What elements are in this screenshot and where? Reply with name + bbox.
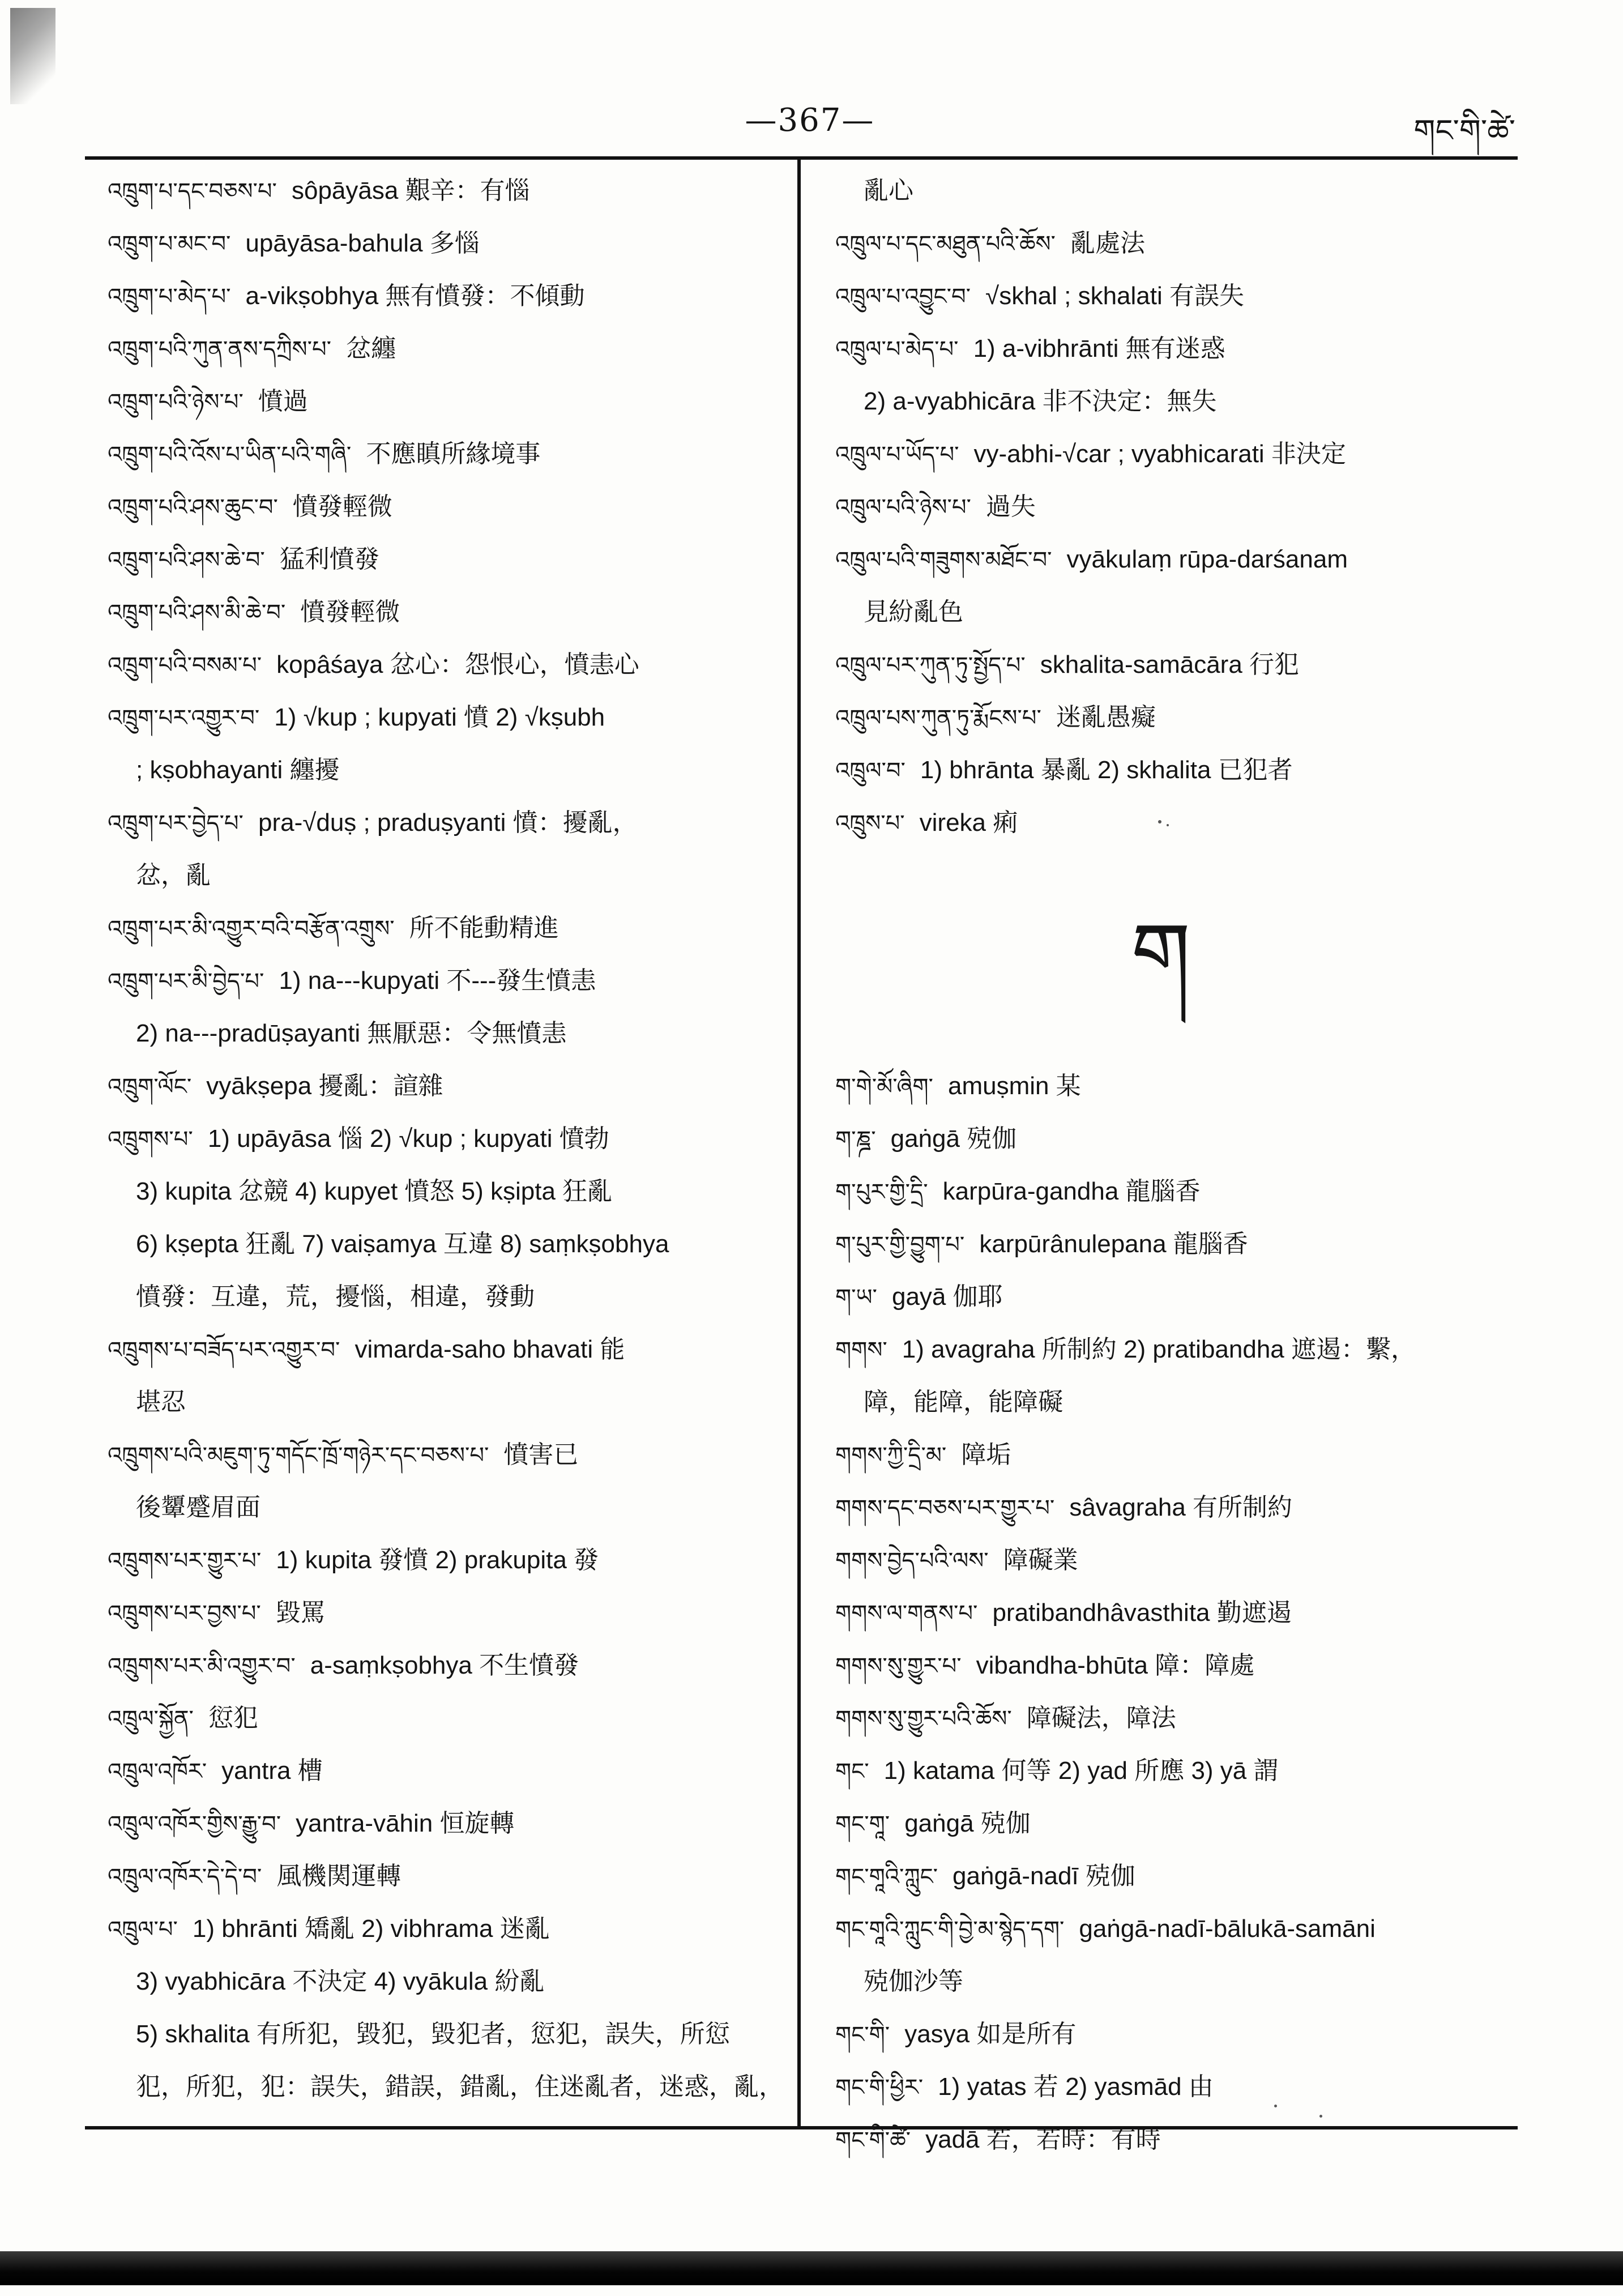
entry-gloss: 愆犯 <box>208 1704 258 1732</box>
tibetan-headword: འཁྲུག་ལོང་ <box>108 1074 192 1100</box>
entry-gloss: vyākulaṃ rūpa-darśanam <box>1066 545 1348 573</box>
entry-gloss: sâvagraha 有所制約 <box>1069 1493 1293 1521</box>
entry-gloss: 犯，所犯，犯：誤失，錯誤，錯亂，住迷亂者，迷惑，亂， <box>136 2073 784 2101</box>
entry-gloss: 障礙法，障法 <box>1026 1704 1176 1732</box>
entry-gloss: kopâśaya 忿心：怨恨心，憤恚心 <box>276 651 639 678</box>
tibetan-headword: འཁྲུག་པ་མང་བ་ <box>108 231 231 257</box>
tibetan-headword: འཁྲུགས་པ་བཟོད་པར་འགྱུར་བ་ <box>108 1337 340 1363</box>
tibetan-headword: གང་གཱའི་ཀླུང་ <box>835 1864 938 1890</box>
tibetan-headword: གང་གི་ཕྱིར་ <box>835 2075 924 2101</box>
tibetan-headword: འཁྲུལ་བ་ <box>835 758 906 784</box>
scan-speck <box>1274 2105 1277 2107</box>
entry-gloss: 憤發：互違，荒，擾惱，相違，發動 <box>136 1283 535 1311</box>
dictionary-entry <box>108 1850 781 1902</box>
tibetan-headword: གང་གཱ་ <box>835 1811 890 1837</box>
entry-gloss: 1) kupita 發憤 2) prakupita 發 <box>276 1546 599 1574</box>
entry-gloss: 1) yatas 若 2) yasmād 由 <box>938 2073 1214 2101</box>
right-column-top <box>835 164 1521 849</box>
dictionary-entry <box>835 1060 1521 1112</box>
entry-continuation-line <box>108 744 781 796</box>
entry-gloss: 堪忍 <box>136 1388 186 1416</box>
tibetan-headword: ག་པུར་གྱི་བྱུག་པ་ <box>835 1232 965 1258</box>
entry-gloss: 亂心 <box>864 177 913 204</box>
entry-gloss: 1) katama 何等 2) yad 所應 3) yā 謂 <box>883 1757 1279 1785</box>
entry-gloss: yantra-vāhin 恒旋轉 <box>296 1810 515 1837</box>
dictionary-entry <box>835 1112 1521 1165</box>
tibetan-headword: འཁྲུག་པའི་ཤས་མི་ཆེ་བ་ <box>108 600 286 626</box>
entry-continuation-line <box>835 164 1521 217</box>
right-column <box>835 164 1521 2166</box>
dictionary-entry <box>108 1902 781 1955</box>
dictionary-entry <box>108 375 781 428</box>
entry-gloss: 憤過 <box>258 387 308 415</box>
tibetan-headword: འཁྲུག་པའི་འོས་པ་ཡིན་པའི་གཞི་ <box>108 442 352 468</box>
dictionary-entry <box>835 1850 1521 1902</box>
entry-gloss: 1) na---kupyati 不---發生憤恚 <box>279 967 596 995</box>
entry-gloss: 2) a-vyabhicāra 非不決定：無失 <box>864 387 1217 415</box>
tibetan-headword: གང་ <box>835 1759 869 1785</box>
dictionary-entry <box>835 2060 1521 2113</box>
entry-gloss: gayā 伽耶 <box>891 1283 1003 1311</box>
dictionary-entry <box>108 796 781 849</box>
entry-gloss: yadā 若，若時：有時 <box>925 2126 1161 2153</box>
entry-continuation-line <box>108 1165 781 1218</box>
dictionary-entry <box>835 744 1521 796</box>
tibetan-headword: ག་ཡ་ <box>835 1284 877 1311</box>
tibetan-headword: འཁྲུག་པ་དང་བཅས་པ་ <box>108 178 277 204</box>
entry-gloss: yantra 槽 <box>221 1757 323 1785</box>
dictionary-entry <box>108 1586 781 1639</box>
page-number: —367— <box>745 102 875 139</box>
dictionary-entry <box>108 270 781 322</box>
dictionary-entry <box>108 586 781 638</box>
dictionary-entry <box>108 691 781 744</box>
dictionary-entry <box>835 691 1521 744</box>
column-divider <box>797 160 801 2126</box>
right-column-bottom <box>835 1060 1521 2166</box>
entry-gloss: 憤害已 <box>503 1441 579 1469</box>
entry-continuation-line <box>108 2060 784 2113</box>
entry-gloss: upāyāsa-bahula 多惱 <box>245 229 480 257</box>
tibetan-headword: འཁྲུལ་འཁོར་ <box>108 1759 207 1785</box>
scan-speck <box>1158 820 1161 823</box>
tibetan-headword: གགས་ལ་གནས་པ་ <box>835 1601 978 1627</box>
tibetan-headword: ག་པུར་གྱི་དྲི་ <box>835 1179 928 1205</box>
entry-gloss: 不應瞋所緣境事 <box>366 440 541 468</box>
dictionary-entry <box>108 902 781 954</box>
tibetan-headword: འཁྲུགས་པར་བྱས་པ་ <box>108 1601 261 1627</box>
tibetan-headword: འཁྲུལ་འཁོར་གྱིས་རྒྱུ་བ་ <box>108 1811 281 1837</box>
tibetan-headword: འཁྲུལ་པ་འབྱུང་བ་ <box>835 284 971 310</box>
entry-gloss: 忿，亂 <box>136 861 211 889</box>
entry-gloss: 迷亂愚癡 <box>1056 703 1156 731</box>
tibetan-headword: གགས་སུ་གྱུར་པ་ <box>835 1653 962 1679</box>
tibetan-headword: འཁྲུག་པར་མི་འགྱུར་བའི་བརྩོན་འགྲུས་ <box>108 916 395 942</box>
tibetan-headword: འཁྲུག་པའི་བསམ་པ་ <box>108 652 262 678</box>
entry-gloss: ; kṣobhayanti 纏擾 <box>136 756 340 784</box>
dictionary-entry <box>835 270 1521 322</box>
tibetan-headword: འཁྲུལ་པའི་གཟུགས་མཐོང་བ་ <box>835 547 1052 573</box>
dictionary-entry <box>108 322 781 375</box>
entry-gloss: 3) kupita 忿競 4) kupyet 憤怒 5) kṣipta 狂亂 <box>136 1177 613 1205</box>
entry-gloss: pratibandhâvasthita 勤遮遏 <box>992 1599 1292 1627</box>
tibetan-headword: ག་ཎྜ་ <box>835 1126 876 1153</box>
tibetan-headword: འཁྲུག་པའི་ཤས་ཆུང་བ་ <box>108 494 278 520</box>
dictionary-entry <box>108 638 781 691</box>
entry-gloss: 忿纏 <box>346 335 396 362</box>
dictionary-entry <box>108 1428 781 1481</box>
dictionary-entry <box>835 2008 1521 2060</box>
tibetan-headword: འཁྲུགས་པའི་མཇུག་ཏུ་གདོང་ཁྲོ་གཉེར་དང་བཅས་པ་ <box>108 1443 489 1469</box>
tibetan-headword: འཁྲུགས་པར་གྱུར་པ་ <box>108 1548 262 1574</box>
entry-gloss: 障，能障，能障礙 <box>864 1388 1063 1416</box>
tibetan-headword: འཁྲུལ་པ་མེད་པ་ <box>835 336 959 362</box>
dictionary-entry <box>835 1797 1521 1850</box>
tibetan-headword: འཁྲུགས་པ་ <box>108 1126 193 1153</box>
scan-corner-mark <box>10 8 55 104</box>
entry-gloss: gaṅgā 殑伽 <box>904 1810 1031 1837</box>
dictionary-entry <box>835 1323 1521 1376</box>
dictionary-entry <box>835 322 1521 375</box>
entry-gloss: 憤發輕微 <box>292 493 392 520</box>
entry-gloss: 障垢 <box>961 1441 1011 1469</box>
dictionary-entry <box>108 1060 781 1112</box>
dictionary-entry <box>108 1797 781 1850</box>
dictionary-entry <box>835 217 1521 270</box>
entry-gloss: gaṅgā 殑伽 <box>890 1125 1017 1153</box>
entry-gloss: 6) kṣepta 狂亂 7) vaiṣamya 互違 8) saṃkṣobhya <box>136 1230 669 1258</box>
scan-bottom-edge <box>0 2251 1623 2285</box>
tibetan-headword: འཁྲུག་པར་མི་བྱེད་པ་ <box>108 968 264 995</box>
dictionary-entry <box>835 1481 1521 1534</box>
entry-gloss: √skhal ; skhalati 有誤失 <box>985 282 1244 310</box>
tibetan-headword: འཁྲུས་པ་ <box>835 810 905 837</box>
entry-gloss: 障礙業 <box>1003 1546 1078 1574</box>
entry-continuation-line <box>108 1007 781 1060</box>
tibetan-headword: འཁྲུལ་པ་ཡོད་པ་ <box>835 442 959 468</box>
tibetan-headword: འཁྲུག་པའི་ཤས་ཆེ་བ་ <box>108 547 265 573</box>
entry-gloss: 見紛亂色 <box>864 598 963 626</box>
dictionary-entry <box>835 638 1521 691</box>
tibetan-headword: འཁྲུལ་པའི་ཉེས་པ་ <box>835 494 971 520</box>
entry-continuation-line <box>108 849 781 902</box>
tibetan-headword: འཁྲུལ་པས་ཀུན་ཏུ་རྨོངས་པ་ <box>835 705 1041 731</box>
entry-gloss: pra-√duṣ ; praduṣyanti 憤：擾亂， <box>258 809 638 837</box>
entry-continuation-line <box>835 1376 1521 1428</box>
tibetan-headword: གགས་དང་བཅས་པར་གྱུར་པ་ <box>835 1495 1055 1521</box>
entry-gloss: 5) skhalita 有所犯，毀犯，毀犯者，愆犯，誤失，所愆 <box>136 2020 730 2048</box>
entry-gloss: karpūra-gandha 龍腦香 <box>942 1177 1201 1205</box>
dictionary-entry <box>835 1586 1521 1639</box>
dictionary-entry <box>108 217 781 270</box>
tibetan-headword: གགས་ <box>835 1337 887 1363</box>
entry-gloss: 過失 <box>985 493 1036 520</box>
entry-gloss: yasya 如是所有 <box>904 2020 1077 2048</box>
entry-gloss: vibandha-bhūta 障：障處 <box>976 1651 1255 1679</box>
tibetan-headword: འཁྲུག་པར་འགྱུར་བ་ <box>108 705 260 731</box>
dictionary-entry <box>835 480 1521 533</box>
tibetan-headword: གང་གི་ཚེ་ <box>835 2127 911 2153</box>
entry-gloss: 猛利憤發 <box>279 545 379 573</box>
dictionary-entry <box>835 796 1521 849</box>
dictionary-entry <box>108 533 781 586</box>
entry-gloss: 毀罵 <box>275 1599 326 1627</box>
tibetan-headword: འཁྲུགས་པར་མི་འགྱུར་བ་ <box>108 1653 296 1679</box>
entry-gloss: vyākṣepa 擾亂：諠雜 <box>206 1072 443 1100</box>
dictionary-entry <box>835 1902 1521 1955</box>
tibetan-headword: འཁྲུལ་པར་ཀུན་ཏུ་སྤྱོད་པ་ <box>835 652 1026 678</box>
entry-gloss: 憤發輕微 <box>300 598 400 626</box>
entry-gloss: amuṣmin 某 <box>947 1072 1081 1100</box>
entry-gloss: gaṅgā-nadī 殑伽 <box>953 1862 1135 1890</box>
tibetan-headword: གགས་ཀྱི་དྲི་མ་ <box>835 1443 947 1469</box>
entry-gloss: 1) avagraha 所制約 2) pratibandha 遮遏：繫， <box>902 1335 1416 1363</box>
tibetan-headword: གང་གཱའི་ཀླུང་གི་བྱེ་མ་སྙེད་དག་ <box>835 1917 1065 1943</box>
entry-continuation-line <box>835 1955 1521 2008</box>
dictionary-entry <box>835 1692 1521 1744</box>
entry-gloss: 3) vyabhicāra 不決定 4) vyākula 紛亂 <box>136 1968 545 1995</box>
entry-gloss: 後顰蹙眉面 <box>136 1493 260 1521</box>
entry-gloss: karpūrânulepana 龍腦香 <box>979 1230 1248 1258</box>
entry-continuation-line <box>108 1955 781 2008</box>
entry-gloss: sôpāyāsa 艱辛：有惱 <box>291 177 530 204</box>
entry-gloss: 1) bhrānti 矯亂 2) vibhrama 迷亂 <box>192 1915 550 1943</box>
tibetan-headword: འཁྲུལ་པ་ <box>108 1917 178 1943</box>
entry-gloss: 1) √kup ; kupyati 憤 2) √kṣubh <box>274 703 605 731</box>
dictionary-entry <box>108 1112 781 1165</box>
tibetan-headword: འཁྲུག་པའི་ཀུན་ནས་དཀྲིས་པ་ <box>108 336 332 362</box>
section-letter: ག <box>1131 905 1191 1004</box>
entry-gloss: a-vikṣobhya 無有憤發：不傾動 <box>245 282 585 310</box>
tibetan-headword: གགས་སུ་གྱུར་པའི་ཆོས་ <box>835 1706 1012 1732</box>
entry-continuation-line <box>835 375 1521 428</box>
dictionary-entry <box>835 1744 1521 1797</box>
tibetan-headword: ག་གེ་མོ་ཞིག་ <box>835 1074 933 1100</box>
dictionary-entry <box>108 1323 781 1376</box>
entry-gloss: 1) bhrānta 暴亂 2) skhalita 已犯者 <box>920 756 1293 784</box>
tibetan-headword: འཁྲུག་པའི་ཉེས་པ་ <box>108 389 244 415</box>
entry-gloss: vireka 痢 <box>919 809 1018 837</box>
entry-gloss: a-saṃkṣobhya 不生憤發 <box>310 1651 579 1679</box>
scan-speck <box>1167 824 1169 826</box>
entry-continuation-line <box>108 2008 781 2060</box>
dictionary-entry <box>108 1534 781 1586</box>
tibetan-headword: གགས་བྱེད་པའི་ལས་ <box>835 1548 989 1574</box>
dictionary-entry <box>835 1639 1521 1692</box>
tibetan-headword: འཁྲུལ་སྐྱོན་ <box>108 1706 194 1732</box>
entry-gloss: 所不能動精進 <box>409 914 559 942</box>
entry-gloss: vimarda-saho bhavati 能 <box>355 1335 625 1363</box>
dictionary-entry <box>108 954 781 1007</box>
entry-continuation-line <box>108 1481 781 1534</box>
entry-gloss: 1) a-vibhrānti 無有迷惑 <box>973 335 1225 362</box>
entry-continuation-line <box>108 1270 781 1323</box>
left-column <box>108 164 784 2113</box>
dictionary-entry <box>108 1692 781 1744</box>
dictionary-entry <box>835 1165 1521 1218</box>
running-head: གང་གི་ཚེ་ <box>1413 113 1515 148</box>
dictionary-entry <box>108 1639 781 1692</box>
dictionary-entry <box>108 480 781 533</box>
entry-continuation-line <box>108 1218 781 1270</box>
dictionary-entry <box>108 428 781 480</box>
dictionary-entry <box>835 1534 1521 1586</box>
entry-continuation-line <box>835 586 1521 638</box>
entry-gloss: vy-abhi-√car ; vyabhicarati 非決定 <box>973 440 1346 468</box>
tibetan-headword: འཁྲུལ་པ་དང་མཐུན་པའི་ཆོས་ <box>835 231 1056 257</box>
dictionary-entry <box>835 428 1521 480</box>
dictionary-entry <box>108 1744 781 1797</box>
entry-continuation-line <box>108 1376 781 1428</box>
top-rule <box>85 156 1518 160</box>
tibetan-headword: འཁྲུག་པར་བྱེད་པ་ <box>108 810 244 837</box>
dictionary-entry <box>835 1218 1521 1270</box>
entry-gloss: 風機関運轉 <box>276 1862 402 1890</box>
dictionary-entry <box>835 1428 1521 1481</box>
dictionary-entry <box>835 2113 1521 2166</box>
dictionary-entry <box>835 1270 1521 1323</box>
tibetan-headword: གང་གི་ <box>835 2022 890 2048</box>
tibetan-headword: འཁྲུག་པ་མེད་པ་ <box>108 284 231 310</box>
entry-gloss: gaṅgā-nadī-bālukā-samāni <box>1079 1915 1376 1943</box>
entry-gloss: 2) na---pradūṣayanti 無厭惡：令無憤恚 <box>136 1019 567 1047</box>
entry-gloss: 1) upāyāsa 惱 2) √kup ; kupyati 憤勃 <box>207 1125 609 1153</box>
entry-gloss: 殑伽沙等 <box>864 1968 963 1995</box>
entry-gloss: 亂處法 <box>1070 229 1145 257</box>
tibetan-headword: འཁྲུལ་འཁོར་དེ་དེ་བ་ <box>108 1864 262 1890</box>
scan-speck <box>1319 2115 1322 2118</box>
dictionary-entry <box>108 164 781 217</box>
entry-gloss: skhalita-samācāra 行犯 <box>1040 651 1300 678</box>
dictionary-entry <box>835 533 1521 586</box>
